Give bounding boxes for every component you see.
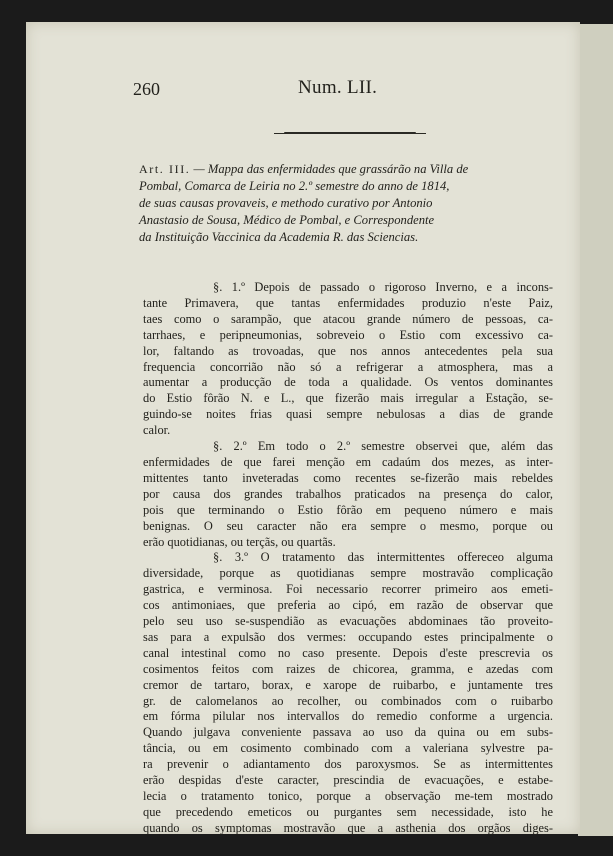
heading-line: de suas causas provaveis, e methodo curativo por Antonio — [139, 196, 433, 210]
paragraph-1-line: guindo-se noites frias quasi sempre nebulosas a dias de grande — [143, 407, 553, 422]
heading-line: Art. III. — Mappa das enfermidades que grassárão na Villa de — [139, 162, 469, 176]
paragraph-3-line: canal intestinal como no caso presente. Depois d'este prescrevia os — [143, 645, 553, 660]
issue-number: Num. LII. — [298, 77, 378, 98]
paragraph-3-line: lecia o tratamento tonico, porque a observação me-tem mostrado — [143, 789, 553, 803]
paragraph-2-line: pois que terminando o Estio fôrão em pequeno número e mais — [143, 502, 553, 517]
heading-line: da Instituição Vaccinica da Academia R. das Sciencias. — [139, 230, 419, 244]
paragraph-3-line: que precedendo emeticos ou purgantes sem necessidade, isto he — [143, 804, 553, 819]
paragraph-1-line: aumentar a producção de toda a qualidade. Os ventos dominantes — [143, 375, 553, 390]
paragraph-1-line: tante Primavera, que tantas enfermidades produzio n'este Paiz, — [143, 295, 553, 310]
paragraph-1-line: tarrhaes, e peripneumonias, sobreveio o Estio com excessivo ca- — [143, 327, 553, 342]
ornamental-rule — [284, 132, 416, 134]
paragraph-2-line: benignas. O seu caracter não era sempre o mesmo, porque ou — [143, 518, 553, 533]
page-number: 260 — [133, 79, 160, 99]
paragraph-2-line: erão quotidianas, ou terçãs, ou quartãs. — [143, 534, 336, 549]
paragraph-3-line: tância, ou em cosimento combinado com a valeriana sylvestre pa- — [143, 741, 553, 756]
running-head — [26, 77, 580, 103]
heading-line: Anastasio de Sousa, Médico de Pombal, e Correspondente — [139, 213, 435, 227]
paragraph-1-line: §. 1.º Depois de passado o rigoroso Inverno, e a incons- — [213, 280, 553, 294]
book-page — [26, 22, 580, 834]
paragraph-3-line: ra prevenir o adiantamento dos paroxysmos. Se as intermittentes — [143, 757, 553, 772]
heading-line: Pombal, Comarca de Leiria no 2.º semestre do anno de 1814, — [139, 179, 450, 193]
paragraph-3-line: erão despidas d'este caracter, prescindia de evacuações, e estabe- — [143, 773, 553, 788]
paragraph-3-line: diversidade, porque as quotidianas sempre mostravão complicação — [143, 566, 553, 581]
paragraph-3-line: Quando julgava conveniente passava ao uso da quina ou em subs- — [143, 725, 553, 740]
paragraph-1-line: calor. — [143, 423, 171, 438]
paragraph-3-line: §. 3.º O tratamento das intermittentes offereceo alguma — [213, 550, 553, 565]
article-body — [143, 280, 553, 837]
paragraph-2-line: §. 2.º Em todo o 2.º semestre observei que, além das — [213, 439, 553, 454]
paragraph-3-line: cremor de tartaro, borax, e xarope de ruibarbo, e juntamente tres — [143, 677, 553, 692]
adjacent-page-edge — [578, 24, 613, 836]
article-label: Art. III. — [139, 162, 191, 176]
paragraph-3-line: gastrica, e verminosa. Foi necessario recorrer primeiro aos emeti- — [143, 582, 553, 597]
paragraph-1-line: frequencia concorrião não só a refrigerar a atmosphera, mas a — [143, 359, 553, 374]
paragraph-3-line: cosimentos feitos com raizes de chicorea, gramma, e azedas com — [143, 661, 553, 676]
paragraph-2-line: por causa dos grandes trabalhos praticados na presença do calor, — [143, 486, 553, 501]
paragraph-3-line: sas para a expulsão dos vermes: occupando estes principalmente o — [143, 629, 553, 644]
paragraph-3-line: pelo seu uso se-suspendião as evacuações abdominaes tão proveito- — [143, 614, 553, 629]
paragraph-3-line: cos antimoniaes, que preferia ao cipó, em razão de observar que — [143, 598, 553, 613]
paragraph-2-line: enfermidades de que farei menção em cadaúm dos mezes, as inter- — [143, 454, 553, 469]
paragraph-1-line: do Estio fôrão N. e L., que fizerão mais irregular a Estação, se- — [143, 391, 553, 406]
paragraph-1-line: taes como o sarampão, que atacou grande número de pessoas, ca- — [143, 311, 553, 326]
paragraph-3-line: gr. de calomelanos ao recolher, ou combinados com o ruibarbo — [143, 693, 553, 708]
article-heading — [139, 161, 539, 246]
paragraph-3-line: quando os symptomas mostravão que a asthenia dos orgãos diges- — [143, 820, 553, 835]
paragraph-1-line: lor, faltando as trovoadas, que nos annos antecedentes pela sua — [143, 343, 553, 358]
paragraph-3-line: em fórma pilular nos intervallos do remedio conforme a urgencia. — [143, 709, 553, 724]
paragraph-2-line: mittentes tanto inveteradas como recentes se-fizerão mais rebeldes — [143, 470, 553, 485]
